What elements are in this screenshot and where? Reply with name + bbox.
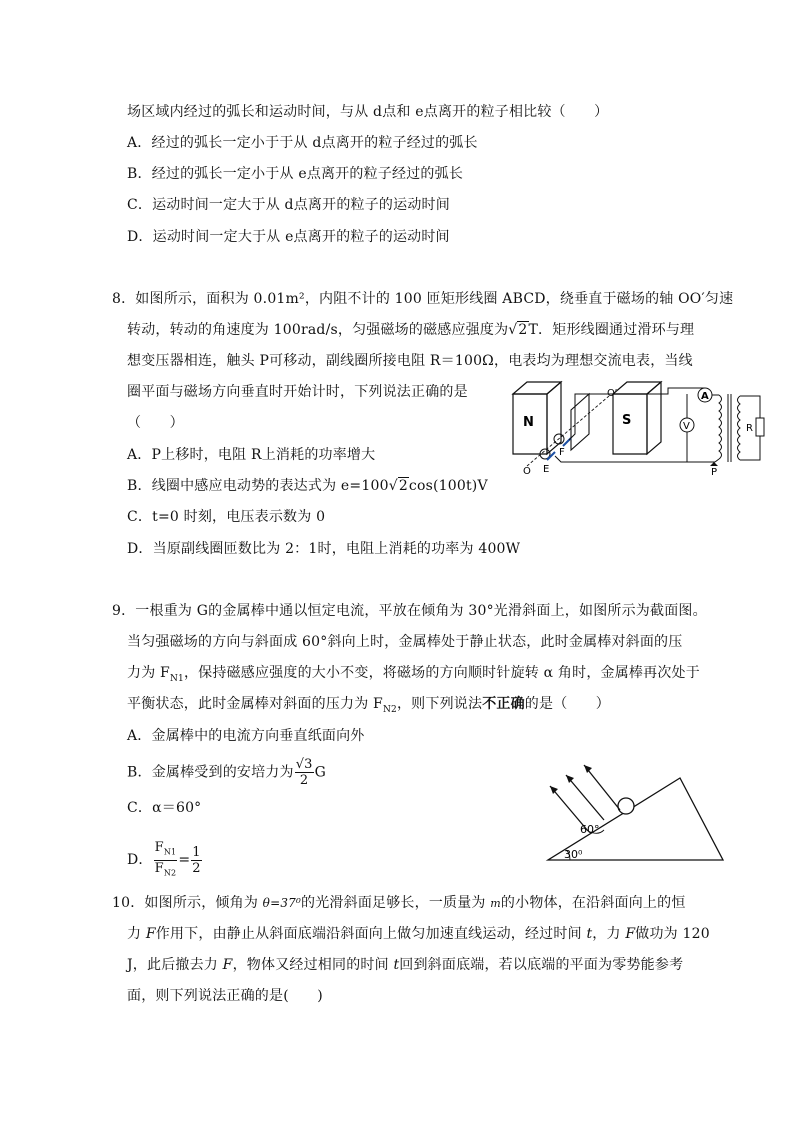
q10-stem-line2: 力 F作用下，由静止从斜面底端沿斜面向上做匀加速直线运动，经过时间 t，力 F做功为 120 [127, 926, 710, 942]
label-p: P [711, 467, 718, 478]
angle-60-label: 60° [580, 823, 600, 836]
metal-rod-cross-section [618, 798, 634, 814]
q8-answer-paren: （ ） [127, 415, 184, 431]
q9-stem-line2: 当匀强磁场的方向与斜面成 60°斜向上时，金属棒处于静止状态，此时金属棒对斜面的压 [127, 634, 683, 650]
emphasis-not-correct: 不正确 [482, 696, 525, 712]
q9-option-c: C．α＝60° [127, 800, 202, 816]
slider-p [710, 462, 718, 466]
q9-stem-line3: 力为 $F_{N1}$，保持磁感应强度的大小不变，将磁场的方向顺时针旋转 α 角时，金属棒再次处于 [127, 665, 700, 684]
q10-stem-line1: 10．如图所示，倾角为 θ=37⁰的光滑斜面足够长，一质量为 m的小物体，在沿斜面向上的恒 [112, 895, 686, 911]
transformer-primary-coil [719, 395, 722, 459]
q8-stem-line4: 圈平面与磁场方向垂直时开始计时，下列说法正确的是 [127, 384, 468, 400]
q8-stem-line3: 想变压器相连，触头 P可移动，副线圈所接电阻 R＝100Ω，电表均为理想交流电表，当线 [127, 353, 693, 369]
label-v: V [683, 421, 690, 432]
q8-stem-line1: 8．如图所示，面积为 0.01m²，内阻不计的 100 匝矩形线圈 ABCD，绕垂直于磁场的轴 OO′匀速 [112, 291, 734, 307]
label-e: E [543, 464, 550, 475]
q8-option-a: A．P上移时，电阻 R上消耗的功率增大 [127, 447, 376, 463]
magnet-s [613, 382, 661, 454]
q9-stem-line4: 平衡状态，此时金属棒对斜面的压力为 $F_{N2}$，则下列说法不正确的是（ ） [127, 696, 610, 715]
q9-stem-line1: 9．一根重为 G的金属棒中通以恒定电流，平放在倾角为 30°光滑斜面上，如图所示为截面图。 [112, 603, 707, 619]
label-o: O [523, 466, 531, 477]
label-r: R [746, 423, 753, 434]
rotation-axis [527, 396, 609, 466]
rectangular-coil [571, 394, 589, 450]
q7-option-a: A．经过的弧长一定小于于从 d点离开的粒子经过的弧长 [127, 135, 478, 151]
q7-option-d: D．运动时间一定大于从 e点离开的粒子的运动时间 [127, 229, 450, 245]
q7-option-b: B．经过的弧长一定小于从 e点离开的粒子经过的弧长 [127, 166, 464, 182]
label-f: F [559, 447, 565, 458]
wire-bottom [555, 456, 715, 462]
sqrt-symbol: √2 [508, 322, 528, 338]
q8-stem-line2: 转动，转动的角速度为 100rad/s，匀强磁场的磁感应强度为√2T．矩形线圈通过滑环与理 [127, 322, 695, 338]
q9-option-d: D． $\frac{F_{N1}}{F_{N2}}$ = $\frac{1}{2}$ [127, 840, 203, 880]
sqrt-symbol: √2 [388, 478, 408, 494]
fraction-sqrt3-over-2: $\frac{√3}{2}$ [295, 757, 313, 788]
label-n: N [523, 415, 534, 430]
q9-option-a: A．金属棒中的电流方向垂直纸面向外 [127, 728, 365, 744]
fraction-one-half: $\frac{1}{2}$ [192, 844, 201, 876]
q7-stem-continuation: 场区域内经过的弧长和运动时间，与从 d点和 e点离开的粒子相比较（ ） [127, 104, 609, 120]
q7-option-c: C．运动时间一定大于从 d点离开的粒子的运动时间 [127, 197, 450, 213]
transformer-secondary-coil [738, 396, 741, 460]
q8-option-c: C．t=0 时刻，电压表示数为 0 [127, 509, 326, 525]
label-s: S [622, 413, 632, 428]
q9-option-b: B．金属棒受到的安培力为 $\frac{√3}{2}$ G [127, 757, 327, 788]
q8-generator-transformer-figure [505, 376, 770, 478]
q9-incline-figure [540, 760, 730, 868]
arrowheads [550, 765, 592, 794]
label-a: A [701, 391, 709, 402]
resistor-r [756, 418, 764, 436]
angle-30-label: 30⁰ [564, 848, 583, 861]
fraction-fn1-over-fn2: $\frac{F_{N1}}{F_{N2}}$ [154, 840, 177, 878]
label-o-prime: O′ [607, 388, 618, 399]
q10-stem-line3: J，此后撤去力 F，物体又经过相同的时间 t回到斜面底端，若以底端的平面为零势能参考 [127, 957, 684, 973]
q8-option-b: B．线圈中感应电动势的表达式为 e=100√2cos(100t)V [127, 478, 488, 494]
q10-stem-line4: 面，则下列说法正确的是( ) [127, 988, 323, 1004]
q8-option-d: D．当原副线圈匝数比为 2：1时，电阻上消耗的功率为 400W [127, 541, 521, 557]
